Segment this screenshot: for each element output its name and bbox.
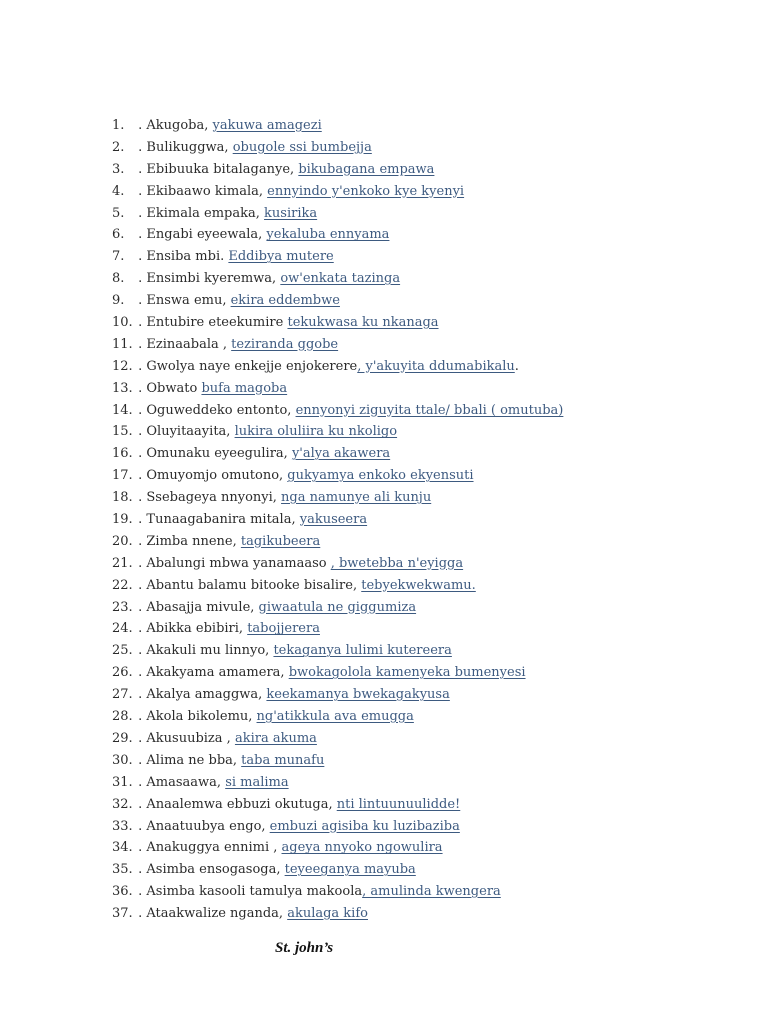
item-number: 28. <box>112 709 133 725</box>
proverb-meaning-link[interactable]: akulaga kifo <box>287 906 368 922</box>
item-number: 5. <box>112 205 125 221</box>
proverb-meaning-link[interactable]: nti lintuunuulidde! <box>336 796 461 812</box>
list-item <box>112 421 732 443</box>
proverb-lead-text: . Asimba kasooli tamulya makoola <box>134 884 363 900</box>
proverb-lead-text: . Anakuggya ennimi , <box>134 840 282 856</box>
proverb-meaning-link[interactable]: ageya nnyoko ngowulira <box>281 840 443 856</box>
item-number: 22. <box>112 577 133 593</box>
proverb-lead-text: . Entubire eteekumire <box>134 315 288 331</box>
proverb-lead-text: . Enswa emu, <box>134 293 231 309</box>
list-item <box>112 356 732 378</box>
proverb-meaning-link[interactable]: , bwetebba n'eyigga <box>330 555 464 571</box>
proverb-lead-text: . Abikka ebibiri, <box>134 621 248 637</box>
proverb-meaning-link[interactable]: si malima <box>225 774 289 790</box>
list-item <box>112 487 732 509</box>
item-number: 9. <box>112 293 125 309</box>
list-item <box>112 553 732 575</box>
proverb-meaning-link[interactable]: taba munafu <box>241 752 325 768</box>
list-item <box>112 816 732 838</box>
proverb-lead-text: . Engabi eyeewala, <box>134 227 267 243</box>
proverb-meaning-link[interactable]: yakuwa amagezi <box>212 118 322 133</box>
proverb-meaning-link[interactable]: teyeeganya mayuba <box>284 862 416 878</box>
proverb-lead-text: . Asimba ensogasoga, <box>134 862 285 878</box>
item-number: 4. <box>112 183 125 199</box>
list-item <box>112 706 732 728</box>
proverb-meaning-link[interactable]: , y'akuyita ddumabikalu <box>357 358 515 374</box>
proverb-meaning-link[interactable]: y'alya akawera <box>291 446 391 462</box>
item-number: 2. <box>112 139 125 155</box>
list-item <box>112 137 732 159</box>
proverb-lead-text: . Abasajja mivule, <box>134 599 259 615</box>
list-item <box>112 509 732 531</box>
proverb-lead-text: . Alima ne bba, <box>134 752 242 768</box>
proverb-meaning-link[interactable]: yekaluba ennyama <box>266 227 390 243</box>
proverb-meaning-link[interactable]: nga namunye ali kunju <box>281 490 432 506</box>
item-number: 17. <box>112 468 133 484</box>
item-number: 34. <box>112 840 133 856</box>
item-number: 21. <box>112 555 133 571</box>
proverb-lead-text: . Gwolya naye enkejje enjokerere <box>134 358 358 374</box>
item-number: 24. <box>112 621 133 637</box>
list-item <box>112 159 732 181</box>
list-item <box>112 859 732 881</box>
list-item <box>112 181 732 203</box>
item-number: 20. <box>112 533 133 549</box>
proverb-lead-text: . Oguweddeko entonto, <box>134 402 296 418</box>
proverb-meaning-link[interactable]: teziranda ggobe <box>231 336 339 352</box>
item-number: 37. <box>112 906 133 922</box>
list-item <box>112 290 732 312</box>
item-number: 14. <box>112 402 133 418</box>
item-number: 30. <box>112 752 133 768</box>
proverb-meaning-link[interactable]: tekaganya lulimi kutereera <box>273 643 452 659</box>
list-item <box>112 772 732 794</box>
proverb-lead-text: . Omuyomjo omutono, <box>134 468 288 484</box>
proverb-lead-text: . Akakuli mu linnyo, <box>134 643 274 659</box>
item-number: 10. <box>112 315 133 331</box>
proverb-lead-text: . Ekibaawo kimala, <box>134 183 268 199</box>
proverb-meaning-link[interactable]: giwaatula ne giggumiza <box>258 599 417 615</box>
list-item <box>112 224 732 246</box>
proverb-meaning-link[interactable]: obugole ssi bumbejja <box>232 139 372 155</box>
proverb-list <box>112 115 732 925</box>
proverb-lead-text: . Anaatuubya engo, <box>134 818 270 834</box>
proverb-tail-text: . <box>514 358 519 374</box>
item-number: 25. <box>112 643 133 659</box>
list-item <box>112 575 732 597</box>
item-number: 8. <box>112 271 125 287</box>
proverb-meaning-link[interactable]: ennyonyi ziguyita ttale/ bbali ( omutuba) <box>295 402 564 418</box>
proverb-lead-text: . Ataakwalize nganda, <box>134 906 288 922</box>
list-item <box>112 246 732 268</box>
proverb-meaning-link[interactable]: akira akuma <box>234 730 317 746</box>
item-number: 31. <box>112 774 133 790</box>
list-item <box>112 268 732 290</box>
proverb-lead-text: . Bulikuggwa, <box>134 139 233 155</box>
list-item <box>112 400 732 422</box>
list-item <box>112 684 732 706</box>
list-item <box>112 640 732 662</box>
proverb-lead-text: . Abantu balamu bitooke bisalire, <box>134 577 362 593</box>
list-item <box>112 728 732 750</box>
list-item <box>112 115 732 137</box>
proverb-lead-text: . Ssebageya nnyonyi, <box>134 490 282 506</box>
list-item <box>112 662 732 684</box>
proverb-lead-text: . Zimba nnene, <box>134 533 241 549</box>
list-item <box>112 794 732 816</box>
item-number: 6. <box>112 227 125 243</box>
proverb-meaning-link[interactable]: Eddibya mutere <box>228 249 334 265</box>
item-number: 19. <box>112 512 133 528</box>
proverb-meaning-link[interactable]: keekamanya bwekagakyusa <box>266 687 450 703</box>
proverb-lead-text: . Ensimbi kyeremwa, <box>134 271 281 287</box>
list-item <box>112 203 732 225</box>
list-item <box>112 312 732 334</box>
list-item <box>112 597 732 619</box>
footer-title: St. john’s <box>275 940 334 956</box>
proverb-lead-text: . Akakyama amamera, <box>134 665 289 681</box>
item-number: 29. <box>112 730 133 746</box>
proverb-lead-text: . Ekimala empaka, <box>134 205 265 221</box>
proverb-meaning-link[interactable]: kusirika <box>264 205 318 221</box>
list-item <box>112 750 732 772</box>
list-item <box>112 378 732 400</box>
proverb-meaning-link[interactable]: bikubagana empawa <box>298 161 435 177</box>
item-number: 23. <box>112 599 133 615</box>
item-number: 15. <box>112 424 133 440</box>
proverb-lead-text: . Akugoba, <box>134 118 213 133</box>
list-item <box>112 334 732 356</box>
proverb-lead-text: . Akusuubiza , <box>134 730 235 746</box>
proverb-meaning-link[interactable]: embuzi agisiba ku luzibaziba <box>269 818 460 834</box>
item-number: 27. <box>112 687 133 703</box>
proverb-meaning-link[interactable]: yakuseera <box>299 512 368 528</box>
item-number: 11. <box>112 336 133 352</box>
proverb-lead-text: . Ezinaabala , <box>134 336 232 352</box>
proverb-meaning-link[interactable]: , amulinda kwengera <box>362 884 501 900</box>
item-number: 32. <box>112 796 133 812</box>
proverb-lead-text: . Oluyitaayita, <box>134 424 235 440</box>
item-number: 35. <box>112 862 133 878</box>
proverb-lead-text: . Ensiba mbi. <box>134 249 229 265</box>
list-item <box>112 881 732 903</box>
proverb-lead-text: . Akalya amaggwa, <box>134 687 267 703</box>
item-number: 18. <box>112 490 133 506</box>
item-number: 33. <box>112 818 133 834</box>
proverb-meaning-link[interactable]: tagikubeera <box>240 533 321 549</box>
proverb-meaning-link[interactable]: bufa magoba <box>201 380 288 396</box>
item-number: 16. <box>112 446 133 462</box>
proverb-lead-text: . Obwato <box>134 380 202 396</box>
proverb-lead-text: . Omunaku eyeegulira, <box>134 446 292 462</box>
list-item <box>112 837 732 859</box>
proverb-meaning-link[interactable]: tabojjerera <box>247 621 320 637</box>
list-item <box>112 903 732 925</box>
proverb-meaning-link[interactable]: tekukwasa ku nkanaga <box>287 315 439 331</box>
proverb-lead-text: . Anaalemwa ebbuzi okutuga, <box>134 796 337 812</box>
item-number: 36. <box>112 884 133 900</box>
item-number: 3. <box>112 161 125 177</box>
item-number: 12. <box>112 358 133 374</box>
proverb-lead-text: . Ebibuuka bitalaganye, <box>134 161 299 177</box>
proverb-meaning-link[interactable]: ow'enkata tazinga <box>280 271 401 287</box>
proverb-meaning-link[interactable]: lukira oluliira ku nkoligo <box>234 424 398 440</box>
item-number: 7. <box>112 249 125 265</box>
list-item <box>112 618 732 640</box>
proverb-meaning-link[interactable]: gukyamya enkoko ekyensuti <box>287 468 474 484</box>
proverb-meaning-link[interactable]: ennyindo y'enkoko kye kyenyi <box>267 183 465 199</box>
list-item <box>112 443 732 465</box>
proverb-meaning-link[interactable]: bwokagolola kamenyeka bumenyesi <box>288 665 526 681</box>
list-item <box>112 531 732 553</box>
proverb-lead-text: . Tunaagabanira mitala, <box>134 512 300 528</box>
proverb-lead-text: . Akola bikolemu, <box>134 709 257 725</box>
proverb-meaning-link[interactable]: ng'atikkula ava emugga <box>256 709 414 725</box>
proverb-meaning-link[interactable]: tebyekwekwamu. <box>361 577 476 593</box>
proverb-meaning-link[interactable]: ekira eddembwe <box>230 293 340 309</box>
proverb-lead-text: . Abalungi mbwa yanamaaso <box>134 555 331 571</box>
list-item <box>112 465 732 487</box>
item-number: 13. <box>112 380 133 396</box>
item-number: 26. <box>112 665 133 681</box>
item-number: 1. <box>112 118 125 133</box>
proverb-lead-text: . Amasaawa, <box>134 774 226 790</box>
